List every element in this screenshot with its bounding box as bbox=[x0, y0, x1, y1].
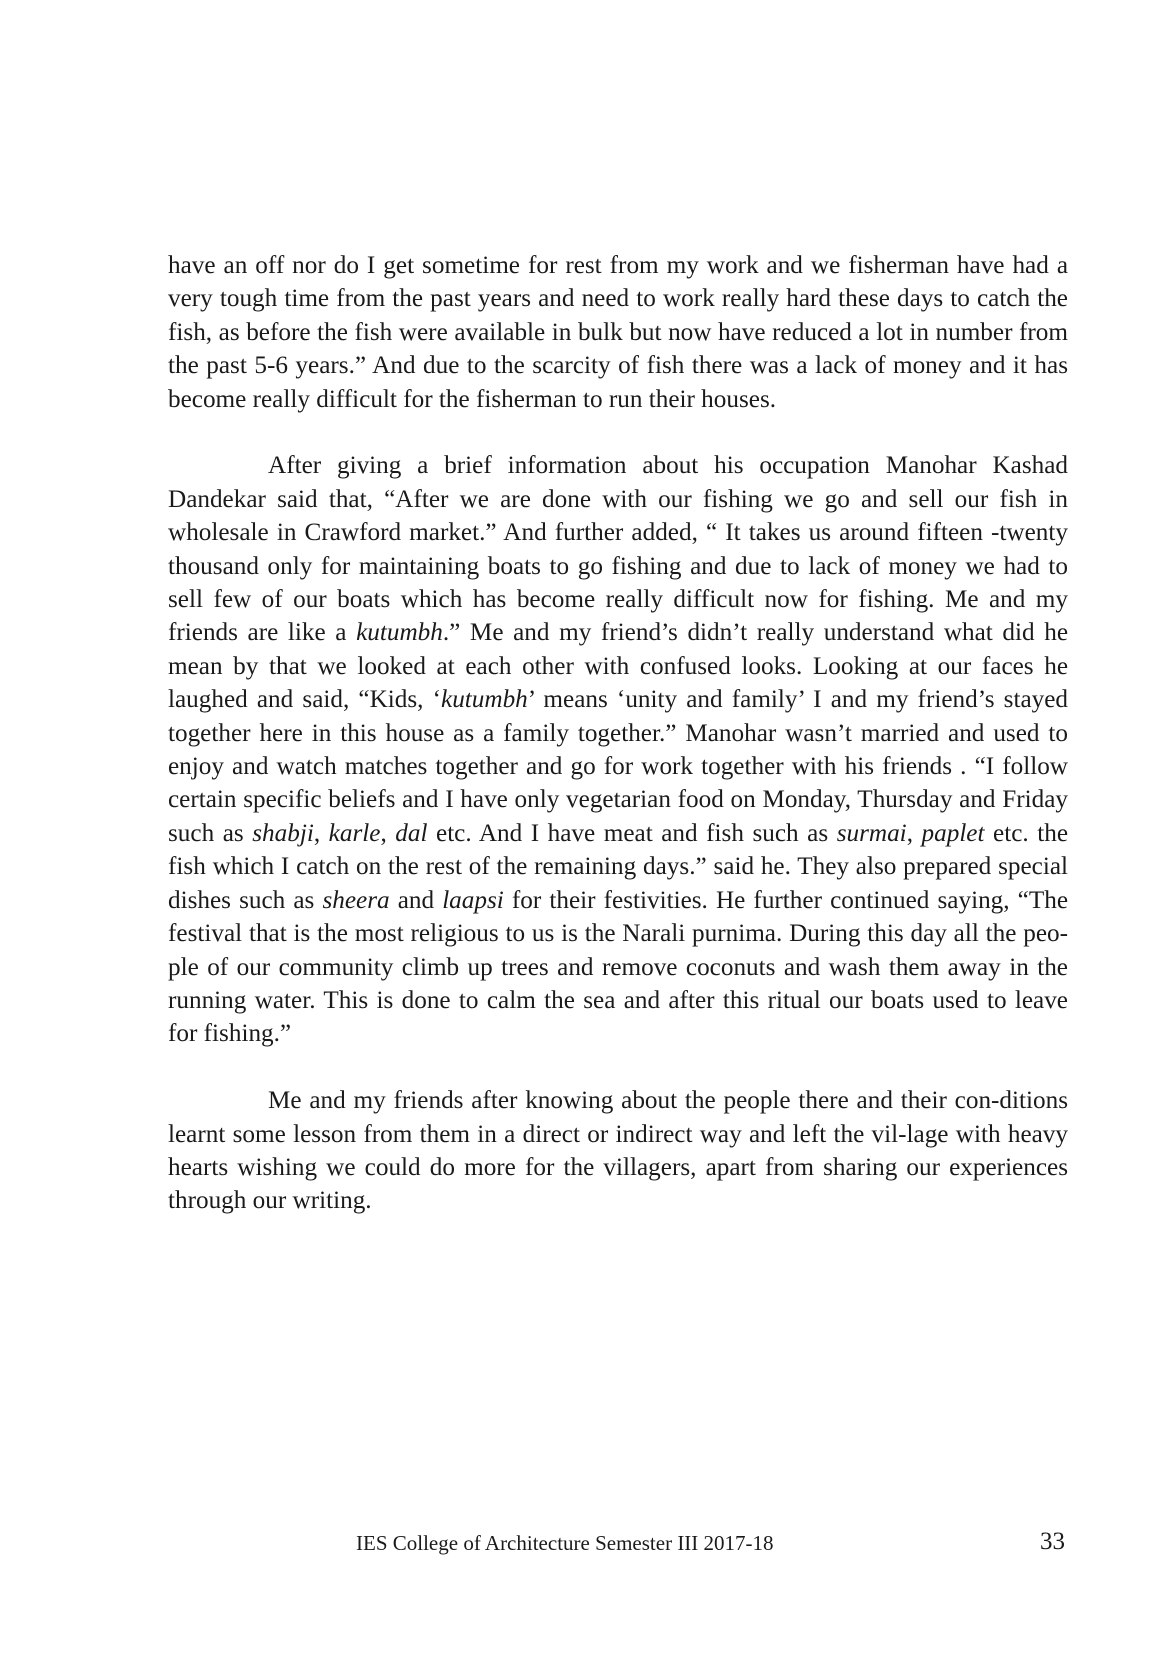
text-run: , bbox=[313, 819, 329, 847]
italic-term: kutumbh bbox=[356, 619, 443, 647]
page-number: 33 bbox=[1040, 1528, 1065, 1555]
italic-term: sheera bbox=[322, 886, 390, 914]
italic-term: paplet bbox=[921, 819, 985, 847]
italic-term: laapsi bbox=[442, 886, 504, 914]
italic-term: dal bbox=[395, 819, 428, 847]
text-run: etc. And I have meat and fish such as bbox=[427, 819, 837, 847]
text-run: After giving a brief information about his occupation Manohar Kashad Dandekar said that, “After we are done with our fishing we go and sell our fish in wholesale in Crawford market.” And further added, “ It takes us around fifteen -twenty thousand only for maintaining boats to go fishing and due to lack of money we had to sell few of our boats which has become really difficult now for fishing. Me and my friends are like a bbox=[168, 452, 1068, 647]
paragraph bbox=[168, 249, 1068, 416]
text-run: and bbox=[389, 886, 443, 914]
text-run: Me and my friends after knowing about the people there and their con-ditions learnt some lesson from them in a direct or indirect way and left the vil-lage with heavy hearts wishing we could do more for the villagers, apart from sharing our experiences through our writing. bbox=[168, 1087, 1068, 1215]
paragraph bbox=[168, 449, 1068, 1050]
text-run: etc. the fish which I catch on the rest of the remaining days.” said he. They also prepared special dishes such as bbox=[168, 819, 1069, 914]
text-run: ’ means ‘unity and family’ I and my friend’s stayed together here in this house as a family together.” Manohar wasn’t married and used to enjoy and watch matches together and go for work together with his friends . “I follow certain specific beliefs and I have only vegetarian food on Monday, Thursday and Friday such as bbox=[168, 686, 1068, 847]
italic-term: shabji bbox=[252, 819, 314, 847]
footer-text: IES College of Architecture Semester III 2017-18 bbox=[356, 1531, 774, 1555]
text-run: have an off nor do I get sometime for rest from my work and we fisherman have had a very tough time from the past years and need to work really hard these days to catch the fish, as before the fish were available in bulk but now have reduced a lot in number from the past 5-6 years.” And due to the scarcity of fish there was a lack of money and it has become really difficult for the fisherman to run their houses. bbox=[168, 252, 1068, 413]
text-run: , bbox=[380, 819, 396, 847]
text-run: , bbox=[906, 819, 922, 847]
italic-term: surmai bbox=[836, 819, 907, 847]
text-run: .” Me and my friend’s didn’t really understand what did he mean by that we looked at each other with confused looks. Looking at our faces he laughed and said, “Kids, ‘ bbox=[168, 619, 1068, 714]
body-text bbox=[168, 249, 1068, 1218]
paragraph bbox=[168, 1084, 1068, 1218]
italic-term: karle bbox=[328, 819, 381, 847]
text-run: for their festivities. He further continued saying, “The festival that is the most religious to us is the Narali purnima. During this day all the peo-ple of our community climb up trees and remove coconuts and wash them away in the running water. This is done to calm the sea and after this ritual our boats used to leave for fishing.” bbox=[168, 886, 1068, 1048]
italic-term: kutumbh bbox=[441, 686, 528, 714]
